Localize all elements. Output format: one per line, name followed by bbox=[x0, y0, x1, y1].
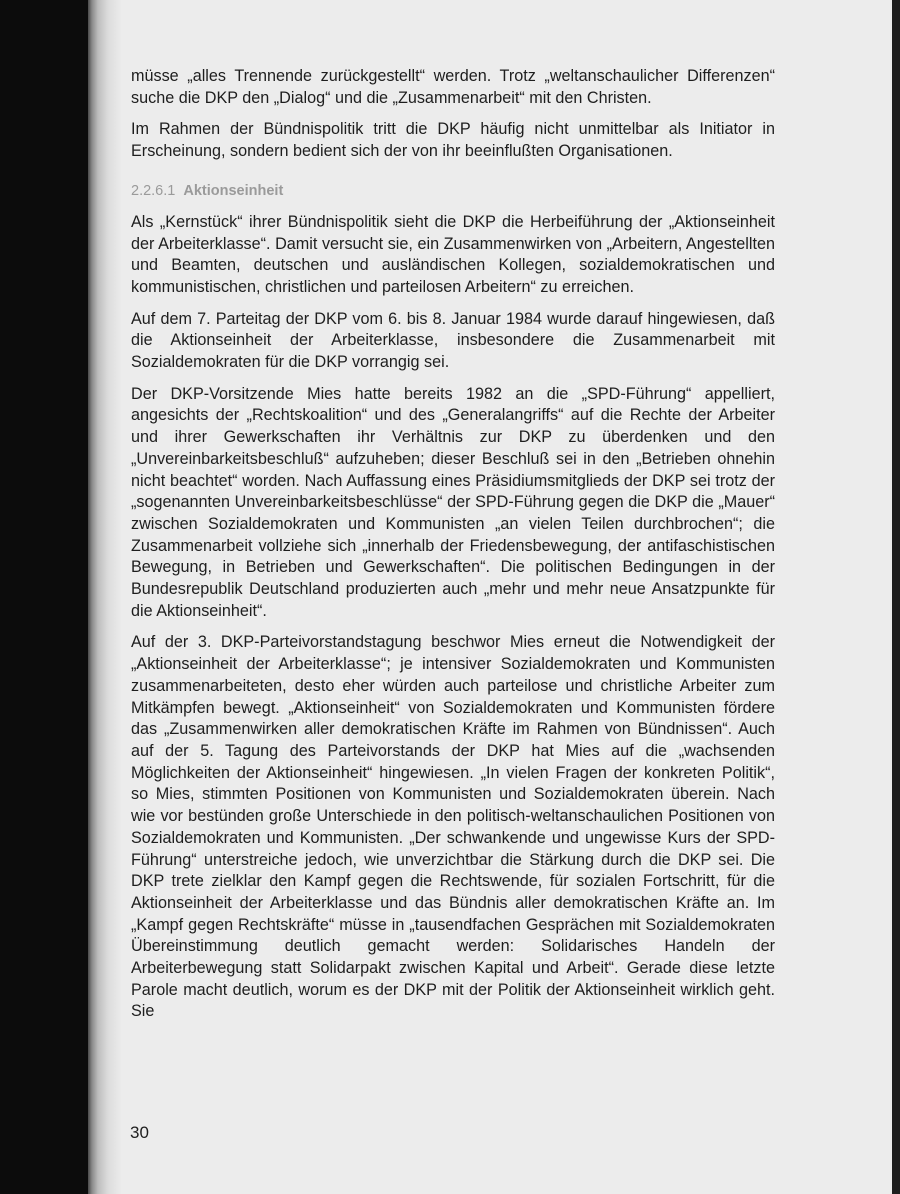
page-number: 30 bbox=[130, 1123, 149, 1142]
paragraph-parteitag: Auf dem 7. Parteitag der DKP vom 6. bis 8. Januar 1984 wurde darauf hingewiesen, daß die Aktionseinheit der Arbeiterklasse, insbesondere die Zusammenarbeit mit Sozialdemokraten für die DKP vorrangig sei. bbox=[131, 309, 775, 372]
paragraph-continuation: müsse „alles Trennende zurückgestellt“ werden. Trotz „weltanschaulicher Differenzen“ suche die DKP den „Dialog“ und die „Zusammenarbeit“ mit den Christen. bbox=[131, 67, 775, 107]
paragraph-mies-1982: Der DKP-Vorsitzende Mies hatte bereits 1982 an die „SPD-Führung“ appelliert, angesichts der „Rechtskoalition“ und des „Generalangriffs“ auf die Rechte der Arbeiter und ihrer Gewerkschaften ihr Verhältnis zur DKP zu überdenken und den „Unvereinbarkeitsbeschluß“ aufzuheben; dieser Beschluß sei in den „Betrieben ohnehin nicht beachtet“ worden. Nach Auffassung eines Präsidiumsmitglieds der DKP sei trotz der „sogenannten Unvereinbarkeitsbeschlüsse“ der SPD-Führung gegen die DKP die „Mauer“ zwischen Sozialdemokraten und Kommunisten „an vielen Teilen durchbrochen“; die Zusammenarbeit vollziehe sich „innerhalb der Friedensbewegung, der antifaschistischen Bewegung, in Betrieben und Gewerkschaften“. Die politischen Bedingungen in der Bundesrepublik Deutschland produzierten auch „mehr und mehr neue Ansatzpunkte für die Aktionseinheit“. bbox=[131, 384, 775, 620]
section-number: 2.2.6.1 bbox=[131, 182, 176, 199]
paragraph-kernstueck: Als „Kernstück“ ihrer Bündnispolitik sieht die DKP die Herbeiführung der „Aktionseinheit der Arbeiterklasse“. Damit versucht sie, ein Zusammenwirken von „Arbeitern, Angestellten und Beamten, deutschen und ausländischen Kollegen, sozialdemokratischen und kommunistischen, christlichen und parteilosen Arbeitern“ zu erreichen. bbox=[131, 212, 775, 296]
scan-border-left bbox=[0, 0, 88, 1194]
section-title: Aktionseinheit bbox=[183, 182, 284, 199]
page-gutter-shadow bbox=[88, 0, 122, 1194]
scan-border-right bbox=[892, 0, 900, 1194]
paragraph-parteivorstandstagung: Auf der 3. DKP-Parteivorstandstagung beschwor Mies erneut die Notwendigkeit der „Aktionseinheit der Arbeiterklasse“; je intensiver Sozialdemokraten und Kommunisten zusammenarbeiteten, desto eher würden auch parteilose und christliche Arbeiter zum Mitkämpfen bewegt. „Aktionseinheit“ von Sozialdemokraten und Kommunisten fördere das „Zusammenwirken aller demokratischen Kräfte im Rahmen von Bündnissen“. Auch auf der 5. Tagung des Parteivorstands der DKP hat Mies auf die „wachsenden Möglichkeiten der Aktionseinheit“ hingewiesen. „In vielen Fragen der konkreten Politik“, so Mies, stimmten Positionen von Kommunisten und Sozialdemokraten überein. Nach wie vor bestünden große Unterschiede in den politisch-weltanschaulichen Positionen von Sozialdemokraten und Kommunisten. „Der schwankende und ungewisse Kurs der SPD-Führung“ unterstreiche jedoch, wie unverzichtbar die Stärkung durch die DKP sei. Die DKP trete zielklar den Kampf gegen die Rechtswende, für sozialen Fortschritt, für die Aktionseinheit der Arbeiterklasse und das Bündnis aller demokratischen Kräfte an. Im „Kampf gegen Rechtskräfte“ müsse in „tausendfachen Gesprächen mit Sozialdemokraten Übereinstimmung deutlich gemacht werden: Solidarisches Handeln der Arbeiterbewegung statt Solidarpakt zwischen Kapital und Arbeit“. Gerade diese letzte Parole macht deutlich, worum es der DKP mit der Politik der Aktionseinheit wirklich geht. Sie bbox=[131, 633, 775, 1021]
section-heading bbox=[131, 181, 775, 201]
paragraph-buendnispolitik: Im Rahmen der Bündnispolitik tritt die DKP häufig nicht unmittelbar als Initiator in Erscheinung, sondern bedient sich der von ihr beeinflußten Organisationen. bbox=[131, 120, 775, 161]
body-text bbox=[131, 66, 775, 1033]
